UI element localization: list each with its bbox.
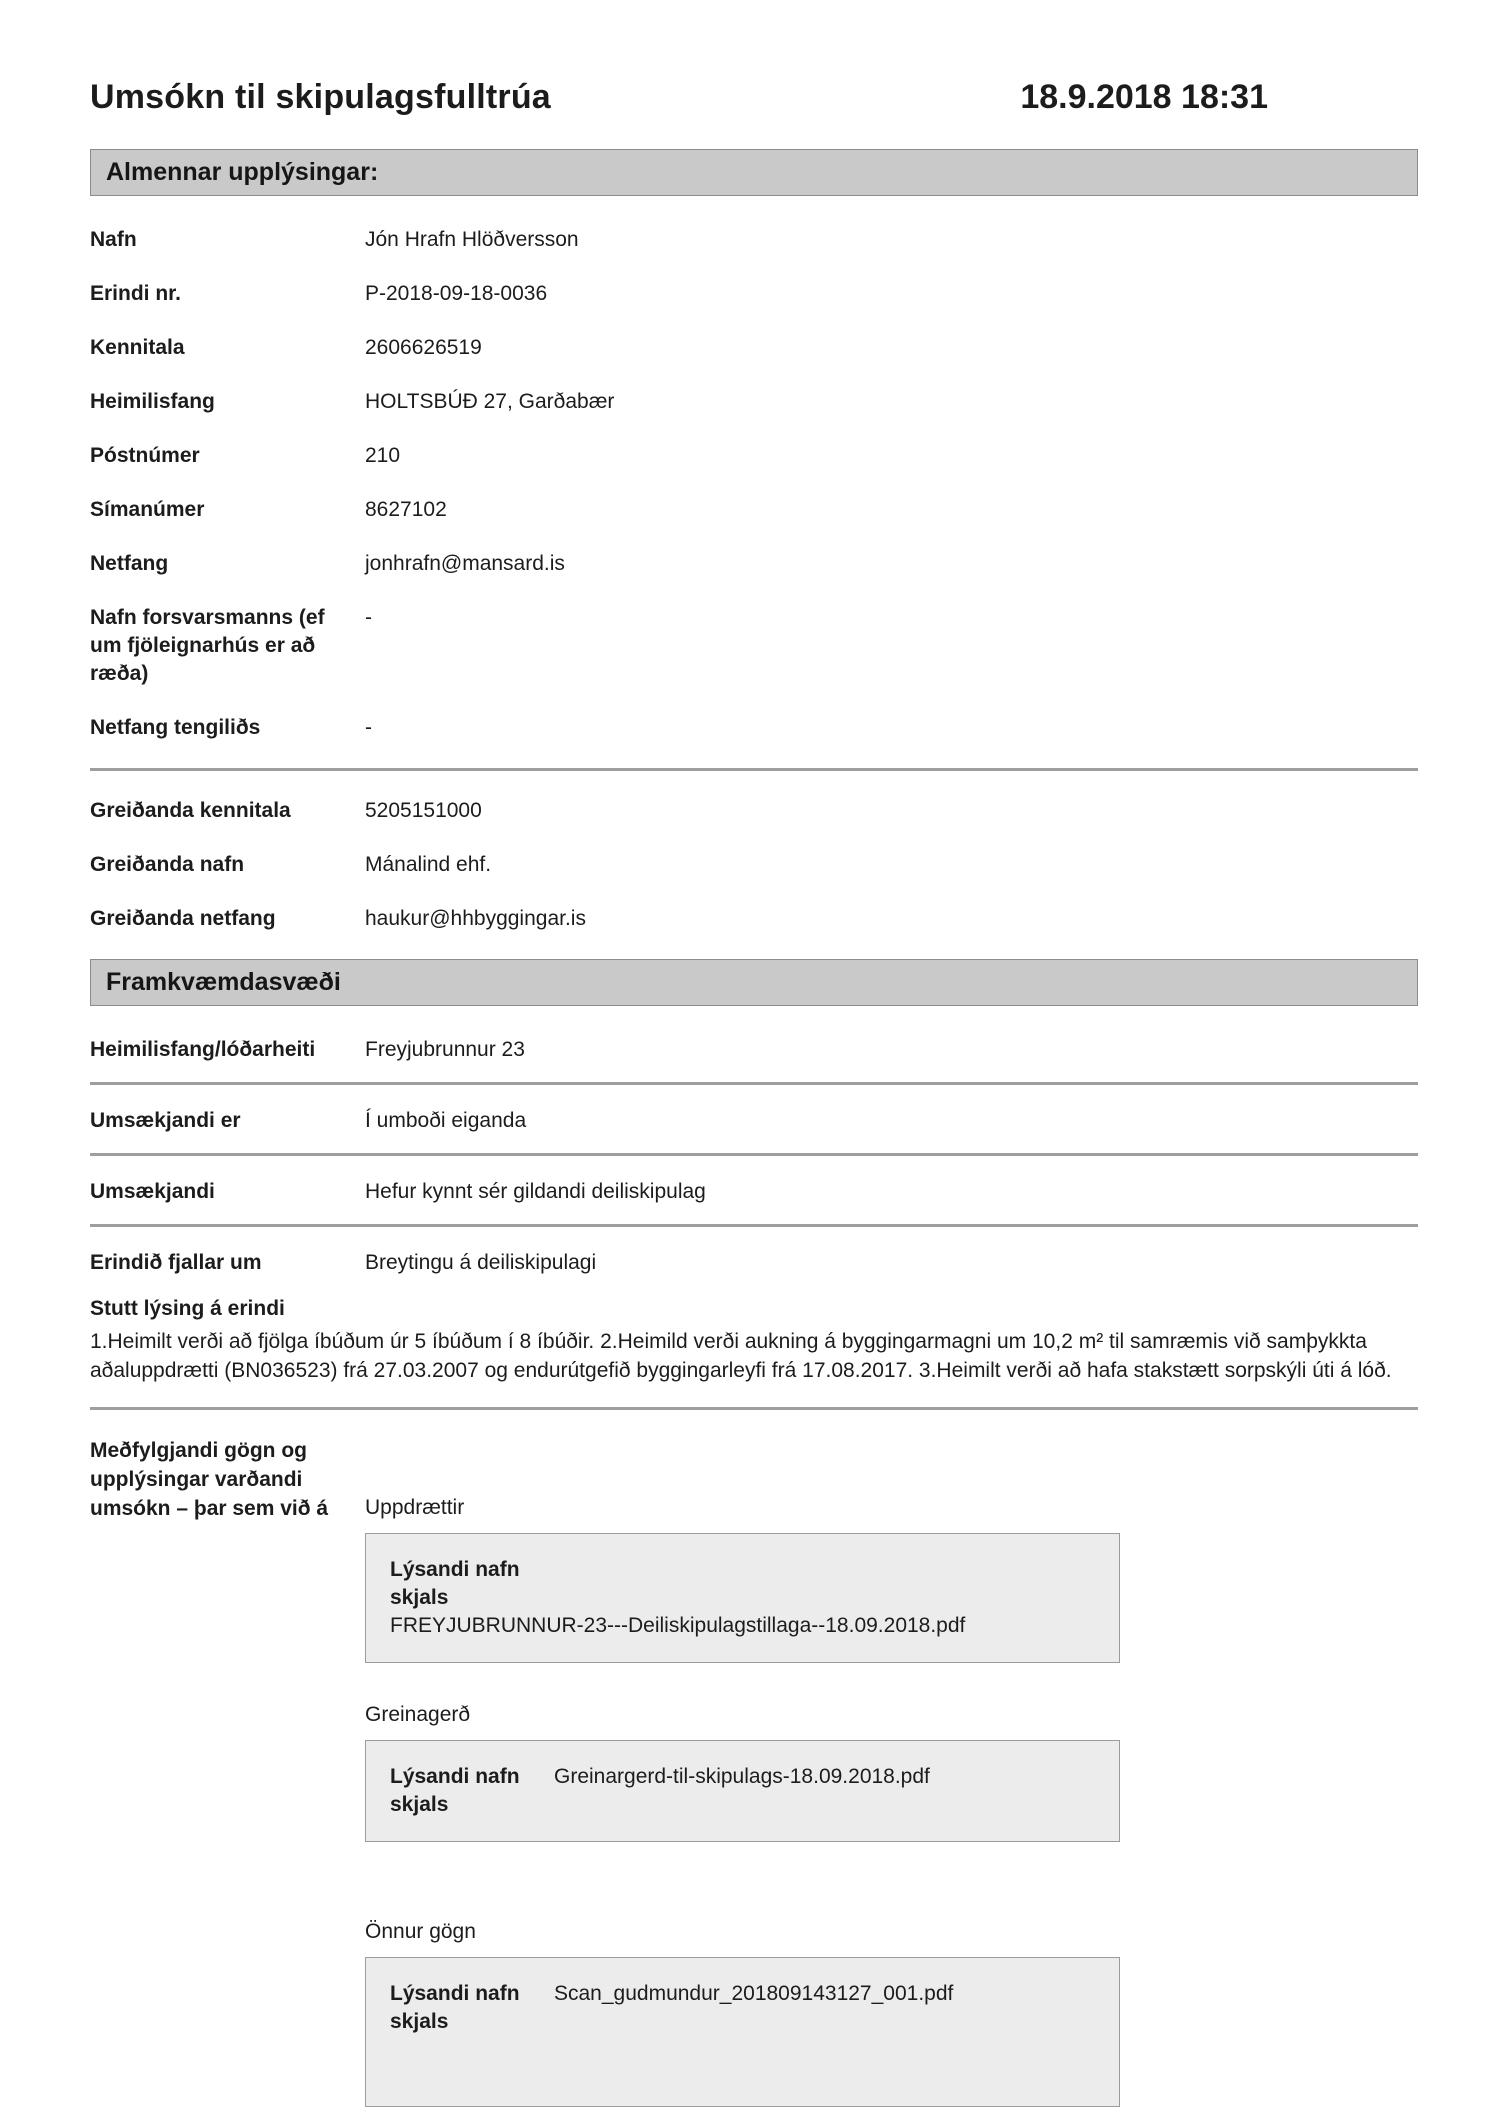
field-value: jonhrafn@mansard.is	[365, 552, 565, 575]
file-name: Greinargerd-til-skipulags-18.09.2018.pdf	[554, 1765, 930, 1788]
attachment-file-box	[365, 1533, 1120, 1663]
divider	[90, 1082, 1418, 1085]
field-row	[90, 280, 1418, 308]
field-value: 2606626519	[365, 336, 482, 359]
field-value: HOLTSBÚÐ 27, Garðabær	[365, 390, 615, 413]
field-value: haukur@hhbyggingar.is	[365, 907, 586, 930]
divider	[90, 1224, 1418, 1227]
field-label: Erindi nr.	[90, 282, 182, 305]
field-value: Freyjubrunnur 23	[365, 1038, 525, 1061]
file-descriptive-name-label: Lýsandi nafn skjals	[390, 1982, 520, 2033]
field-label: Kennitala	[90, 336, 185, 359]
field-value: 210	[365, 444, 401, 467]
field-value: Jón Hrafn Hlöðversson	[365, 228, 579, 251]
attachment-group-heading: Uppdrættir	[365, 1496, 465, 1519]
field-label: Heimilisfang	[90, 390, 215, 413]
field-label: Nafn forsvarsmanns (ef um fjöleignarhús er að ræða)	[90, 606, 325, 685]
field-row	[90, 334, 1418, 362]
attachment-group-heading: Önnur gögn	[365, 1920, 476, 1943]
file-descriptive-name-label: Lýsandi nafn skjals	[390, 1558, 520, 1609]
field-label: Umsækjandi er	[90, 1109, 241, 1132]
file-name: Scan_gudmundur_201809143127_001.pdf	[554, 1982, 954, 2005]
field-value: -	[365, 716, 372, 739]
field-row	[90, 604, 1418, 688]
field-value: -	[365, 606, 372, 629]
description-label: Stutt lýsing á erindi	[90, 1297, 285, 1320]
attachment-group	[365, 1494, 1120, 1663]
attachment-group-heading: Greinagerð	[365, 1703, 471, 1726]
field-value: P-2018-09-18-0036	[365, 282, 548, 305]
section-header-general: Almennar upplýsingar:	[90, 149, 1418, 196]
field-row	[90, 1178, 1418, 1206]
field-row	[90, 905, 1418, 933]
field-label: Greiðanda kennitala	[90, 799, 291, 822]
field-row	[90, 1249, 1418, 1277]
field-label: Greiðanda netfang	[90, 907, 276, 930]
field-row	[90, 1107, 1418, 1135]
field-value: Breytingu á deiliskipulagi	[365, 1251, 597, 1274]
field-row	[90, 797, 1418, 825]
field-row	[90, 714, 1418, 742]
document-datetime: 18.9.2018 18:31	[1020, 78, 1268, 116]
divider	[90, 768, 1418, 771]
field-row	[90, 851, 1418, 879]
section-header-project-area: Framkvæmdasvæði	[90, 959, 1418, 1006]
project-area-fields	[90, 1036, 1418, 1277]
field-row	[90, 1036, 1418, 1064]
field-label: Umsækjandi	[90, 1180, 215, 1203]
attachment-group	[365, 1918, 1120, 2107]
attachments-content	[365, 1436, 1120, 2107]
attachments-section	[90, 1436, 1418, 2107]
field-label: Greiðanda nafn	[90, 853, 245, 876]
field-row	[90, 226, 1418, 254]
field-label: Erindið fjallar um	[90, 1251, 262, 1274]
divider	[90, 1153, 1418, 1156]
field-row	[90, 442, 1418, 470]
field-label: Nafn	[90, 228, 137, 251]
page-title: Umsókn til skipulagsfulltrúa	[90, 78, 551, 116]
divider	[90, 1407, 1418, 1410]
field-label: Símanúmer	[90, 498, 205, 521]
file-descriptive-name-label: Lýsandi nafn skjals	[390, 1765, 520, 1816]
attachment-group	[365, 1701, 1120, 1842]
attachment-file-box	[365, 1740, 1120, 1842]
field-row	[90, 550, 1418, 578]
field-value: 8627102	[365, 498, 447, 521]
field-value: Í umboði eiganda	[365, 1109, 527, 1132]
field-row	[90, 496, 1418, 524]
field-label: Póstnúmer	[90, 444, 200, 467]
field-value: Hefur kynnt sér gildandi deiliskipulag	[365, 1180, 706, 1203]
field-value: Mánalind ehf.	[365, 853, 492, 876]
document-header	[90, 78, 1418, 117]
field-value: 5205151000	[365, 799, 482, 822]
file-name: FREYJUBRUNNUR-23---Deiliskipulagstillaga--18.09.2018.pdf	[390, 1614, 966, 1637]
attachments-label: Meðfylgjandi gögn og upplýsingar varðandi umsókn – þar sem við á	[90, 1439, 329, 1520]
field-label: Heimilisfang/lóðarheiti	[90, 1038, 316, 1061]
field-row	[90, 388, 1418, 416]
description-text: 1.Heimilt verði að fjölga íbúðum úr 5 íbúðum í 8 íbúðir. 2.Heimild verði aukning á byggingarmagni um 10,2 m² til samræmis við samþykkta aðaluppdrætti (BN036523) frá 27.03.2007 og endurútgefið byggingarleyfi frá 17.08.2017. 3.Heimilt verði að hafa stakstætt sorpskýli úti á lóð.	[90, 1330, 1392, 1382]
attachment-file-box	[365, 1957, 1120, 2107]
field-label: Netfang	[90, 552, 169, 575]
field-label: Netfang tengiliðs	[90, 716, 261, 739]
